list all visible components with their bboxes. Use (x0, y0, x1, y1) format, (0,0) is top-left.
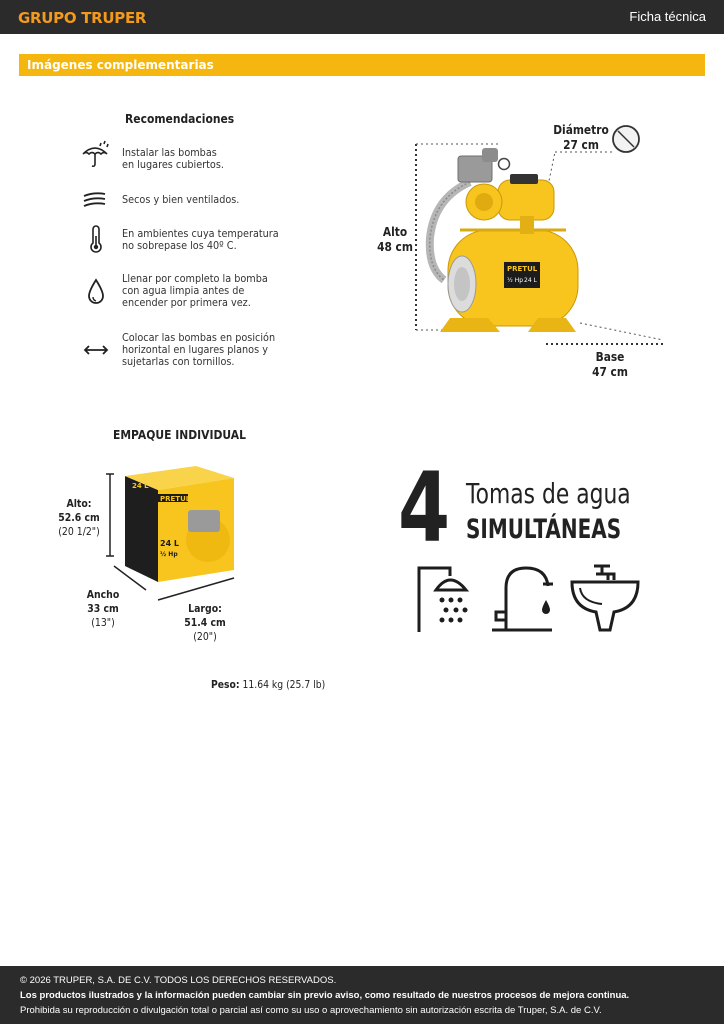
package-length (182, 602, 228, 644)
footer (0, 966, 724, 1024)
outlets-count: 4 (398, 452, 451, 564)
diameter-value: 27 cm (563, 137, 599, 152)
base-value: 47 cm (592, 364, 628, 379)
recommendation-text: Instalar las bombas en lugares cubiertos. (122, 146, 224, 171)
recommendation-text: Llenar por completo la bomba con agua limpia antes de encender por primera vez. (122, 272, 268, 309)
recommendation-text: Secos y bien ventilados. (122, 193, 240, 206)
base-dimension (585, 349, 636, 379)
package-length-in: (20") (193, 630, 217, 643)
diameter-dimension (553, 122, 609, 152)
recommendations-title: Recomendaciones (125, 111, 235, 126)
recommendation-text: Colocar las bombas en posición horizontal en lugares planos y sujetarlas con tornillos. (122, 331, 276, 368)
package-width-label: Ancho (86, 588, 120, 601)
pump-brand-label: PRETUL (507, 265, 538, 273)
package-height-label: Alto: (66, 497, 92, 510)
height-value: 48 cm (377, 239, 413, 254)
document-type: Ficha técnica (629, 9, 706, 24)
box-side-capacity-label: 24 L (132, 482, 149, 490)
horizontal-arrows-icon (80, 334, 112, 366)
footer-legal: Prohibida su reproducción o divulgación total o parcial así como su uso o aprovechamiento sin autorización escrita de Truper, S.A. de C.V. (20, 1005, 602, 1016)
footer-copyright: © 2026 TRUPER, S.A. DE C.V. TODOS LOS DERECHOS RESERVADOS. (20, 975, 337, 986)
box-brand-label: PRETUL (160, 495, 191, 503)
box-capacity-label: 24 L (160, 539, 180, 548)
thermometer-icon (80, 224, 112, 256)
pump-hp-label: ½ Hp (507, 277, 524, 284)
package-width (80, 588, 126, 630)
pump-illustration (400, 118, 690, 350)
package-width-cm: 33 cm (87, 602, 119, 615)
pump-capacity-label: 24 L (524, 277, 537, 284)
box-hp-label: ½ Hp (160, 551, 178, 558)
weight-value: 11.64 kg (25.7 lb) (242, 679, 326, 691)
height-label: Alto (382, 224, 408, 239)
base-label: Base (595, 349, 625, 364)
brand-logo: GRUPO TRUPER (18, 9, 147, 27)
diameter-label: Diámetro (553, 122, 609, 137)
section-header (19, 54, 705, 76)
sink-icon (568, 562, 642, 634)
weight-label: Peso: (211, 679, 240, 691)
package-box-illustration (100, 462, 240, 602)
umbrella-rain-icon (80, 138, 112, 170)
package-length-cm: 51.4 cm (184, 616, 226, 629)
weight-info (211, 679, 325, 691)
package-height (56, 497, 102, 539)
top-bar (0, 0, 724, 34)
footer-notice: Los productos ilustrados y la información pueden cambiar sin previo aviso, como resultado de nuestros procesos de mejora continua. (20, 990, 630, 1001)
package-height-cm: 52.6 cm (58, 511, 100, 524)
water-drop-icon (80, 276, 112, 308)
package-length-label: Largo: (188, 602, 222, 615)
wind-lines-icon (80, 184, 112, 216)
outlets-title: Tomas de agua (466, 477, 631, 510)
package-width-in: (13") (91, 616, 115, 629)
faucet-icon (488, 562, 558, 634)
package-height-in: (20 1/2") (58, 525, 100, 538)
height-dimension (374, 224, 417, 254)
section-title: Imágenes complementarias (27, 58, 214, 72)
outlets-subtitle: SIMULTÁNEAS (466, 514, 622, 545)
recommendation-text: En ambientes cuya temperatura no sobrepase los 40º C. (122, 227, 279, 252)
shower-icon (414, 562, 478, 634)
package-title: EMPAQUE INDIVIDUAL (113, 427, 246, 442)
